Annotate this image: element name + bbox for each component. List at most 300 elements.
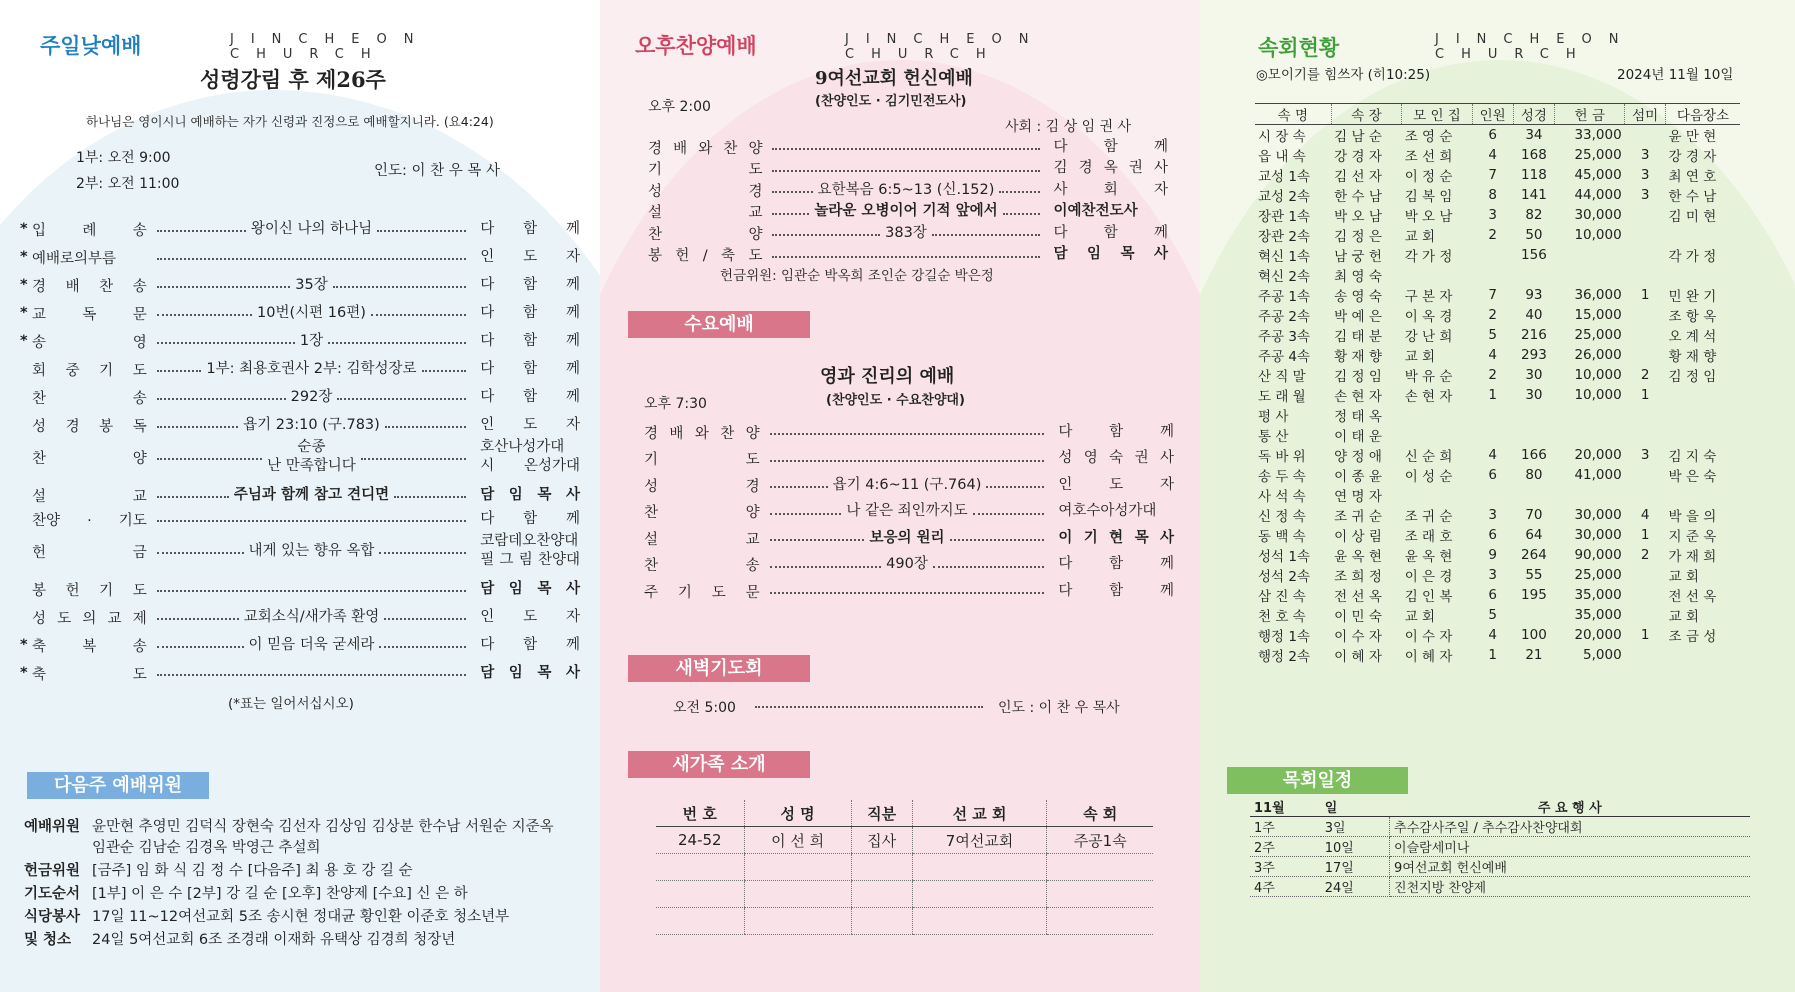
cell-row (1255, 165, 1740, 185)
cell-value (1555, 245, 1625, 265)
order-middle (157, 276, 466, 295)
order-person-line: 다 함 께 (1053, 138, 1169, 155)
order-label: 찬 송 (644, 558, 760, 574)
newfamily-column-header: 직분 (851, 800, 912, 827)
cell-value: 박 오 남 (1334, 209, 1382, 225)
order-label: 회 중 기 도 (31, 362, 147, 379)
dot-leader (770, 566, 882, 568)
cell-value: 21 (1525, 647, 1543, 663)
cell-value: 70 (1525, 507, 1543, 523)
order-person-line: 인 도 자 (480, 248, 580, 265)
cell-value: 조 래 호 (1404, 529, 1453, 545)
cell-value: 교성 2속 (1258, 189, 1311, 205)
order-label: 기 도 (648, 162, 763, 178)
cell-value: 2 (1640, 367, 1650, 383)
order-person (1044, 555, 1174, 574)
cell-value (1555, 485, 1625, 505)
cell-value: 2 (1640, 547, 1650, 563)
order-person (466, 608, 580, 627)
order-middle (770, 555, 1045, 574)
order-person-line: 다 함 께 (480, 510, 580, 527)
dot-leader (157, 674, 466, 676)
order-detail: 35장 (295, 276, 328, 293)
order-person (466, 532, 580, 570)
order-row (648, 222, 1168, 244)
dot-leader (377, 230, 466, 232)
order-person (1040, 159, 1168, 178)
cell-value: 장관 2속 (1258, 229, 1311, 245)
order-label: 찬 양 (648, 226, 763, 243)
order-middle (157, 486, 466, 505)
cell-row (1255, 205, 1740, 225)
cell-value (1472, 485, 1513, 505)
cell-row (1255, 185, 1740, 205)
dot-leader (772, 148, 1039, 150)
cell-value: 주공 3속 (1258, 329, 1311, 345)
cell-value: 55 (1525, 567, 1543, 583)
committee-label: 기도순서 (24, 886, 81, 902)
cell-value: 10,000 (1574, 227, 1622, 243)
cell-value: 50 (1525, 227, 1543, 243)
order-row (644, 554, 1174, 576)
order-middle (770, 429, 1045, 435)
cell-value: 김 남 순 (1334, 129, 1382, 145)
dot-leader (772, 213, 809, 215)
cell-value: 각 가 정 (1404, 249, 1453, 265)
order-row (20, 414, 580, 436)
order-person (1044, 502, 1174, 521)
cell-value (1625, 245, 1666, 265)
dot-leader (328, 342, 466, 344)
cell-value: 35,000 (1574, 607, 1622, 623)
cell-date: 2024년 11월 10일 (1617, 67, 1734, 83)
order-middle (772, 181, 1039, 200)
cell-value (1625, 265, 1666, 285)
order-label: 축 도 (31, 666, 147, 683)
order-label: 성 경 봉 독 (31, 418, 147, 435)
order-middle (772, 166, 1039, 172)
cell-value: 도 래 월 (1258, 389, 1306, 405)
cell-value: 36,000 (1574, 287, 1622, 303)
sunday-subtitle: 성령강림 후 제26주 (200, 67, 386, 92)
schedule-column-header: 주 요 행 사 (1390, 797, 1750, 817)
order-row (648, 158, 1168, 180)
cell-value: 전 선 옥 (1668, 589, 1717, 605)
order-person (1044, 423, 1174, 442)
cell-row (1255, 305, 1740, 325)
cell-value: 조 금 성 (1668, 629, 1717, 645)
order-person (466, 220, 580, 239)
cell-value: 30 (1525, 367, 1543, 383)
committee-label: 헌금위원 (24, 863, 81, 879)
cell-value: 성석 2속 (1258, 569, 1311, 585)
cell-value (1625, 425, 1666, 445)
dot-leader (986, 486, 1044, 488)
dot-leader (973, 513, 1045, 515)
cell-value: 1 (1640, 627, 1650, 643)
cell-value (1625, 605, 1666, 625)
newfamily-cell (1047, 881, 1153, 908)
order-person (466, 388, 580, 407)
cell-value: 이 은 경 (1404, 569, 1453, 585)
order-person (1044, 449, 1174, 468)
order-middle (157, 636, 466, 655)
order-label: 축 복 송 (31, 638, 147, 655)
order-person-line: 코람데오찬양대 (480, 533, 579, 549)
cell-value: 평 사 (1258, 409, 1289, 425)
cell-column-header: 속 명 (1255, 104, 1331, 125)
schedule-cell: 4주 (1250, 877, 1321, 897)
order-person (466, 332, 580, 351)
dot-leader (772, 256, 1039, 258)
sunday-verse: 하나님은 영이시니 예배하는 자가 신령과 진정으로 예배할지니라. (요4:24) (86, 114, 494, 129)
cell-value (1625, 205, 1666, 225)
cell-value (1513, 405, 1555, 425)
dot-leader (157, 258, 466, 260)
newfamily-header: 새가족 소개 (628, 751, 810, 778)
cell-value: 김 미 현 (1668, 209, 1717, 225)
order-person (1040, 181, 1168, 200)
cell-value: 80 (1525, 467, 1543, 483)
schedule-table (1250, 797, 1750, 897)
order-detail: 주님과 함께 참고 견디면 (233, 486, 390, 503)
dot-leader (337, 398, 466, 400)
cell-row (1255, 645, 1740, 665)
cell-value: 강 경 자 (1334, 149, 1382, 165)
cell-value: 최 영 숙 (1334, 269, 1382, 285)
cell-value: 지 준 옥 (1668, 529, 1717, 545)
newfamily-row (656, 908, 1153, 935)
cell-value: 최 연 호 (1668, 169, 1717, 185)
cell-row (1255, 545, 1740, 565)
order-label: 찬양 · 기도 (31, 512, 147, 529)
dot-leader (932, 234, 1040, 236)
cell-value (1666, 225, 1740, 245)
cell-value: 1 (1488, 387, 1497, 403)
cell-value: 조 귀 순 (1334, 509, 1382, 525)
cell-value: 4 (1640, 507, 1650, 523)
dot-leader (157, 370, 202, 372)
dot-leader (385, 426, 466, 428)
cell-value: 남 궁 헌 (1334, 249, 1382, 265)
cell-value (1402, 405, 1473, 425)
cell-value: 행정 1속 (1258, 629, 1311, 645)
dawn-time: 오전 5:00 (673, 700, 736, 716)
schedule-cell: 3주 (1250, 857, 1321, 877)
wednesday-subtitle: 영과 진리의 예배 (820, 366, 955, 387)
cell-value (1625, 645, 1666, 665)
newfamily-row (656, 827, 1153, 854)
dot-leader (333, 286, 466, 288)
cell-value: 김 정 임 (1334, 369, 1382, 385)
dot-leader (384, 618, 466, 620)
cell-row (1255, 225, 1740, 245)
cell-column-header: 헌 금 (1555, 104, 1625, 125)
cell-value: 44,000 (1574, 187, 1622, 203)
cell-value: 김 복 임 (1404, 189, 1453, 205)
order-label: 경 배 와 찬 양 (644, 425, 760, 442)
newfamily-column-header: 번 호 (656, 800, 744, 827)
cell-value: 황 재 향 (1334, 349, 1382, 365)
order-detail-line: 순종 (297, 439, 326, 455)
dot-leader (157, 646, 244, 648)
cell-row (1255, 425, 1740, 445)
newfamily-column-header: 성 명 (744, 800, 851, 827)
cell-value: 7 (1488, 167, 1497, 183)
order-middle (157, 416, 466, 435)
cell-value: 이 종 윤 (1334, 469, 1382, 485)
schedule-column-header: 11월 (1250, 797, 1321, 817)
cell-row (1255, 125, 1740, 146)
order-person (466, 360, 580, 379)
dot-leader (157, 342, 295, 344)
newfamily-cell (1047, 854, 1153, 881)
committee-text: [1부] 이 은 수 [2부] 강 길 순 [오후] 찬양제 [수요] 신 은 하 (92, 886, 468, 902)
cell-value: 각 가 정 (1668, 249, 1717, 265)
committee-row (24, 815, 554, 857)
dot-leader (379, 552, 466, 554)
committee-text: 윤만현 추영민 김덕식 장현숙 김선자 김상임 김상분 한수남 서원순 지준옥 (92, 819, 554, 835)
committee-row (24, 859, 413, 880)
cell-value: 4 (1488, 447, 1497, 463)
cell-value: 연 명 자 (1334, 489, 1382, 505)
cell-value: 성석 1속 (1258, 549, 1311, 565)
dot-leader (157, 520, 466, 522)
wednesday-time: 오후 7:30 (644, 396, 707, 412)
cell-value (1625, 225, 1666, 245)
order-person-line: 담 임 목 사 (480, 580, 580, 597)
cell-value: 조 귀 순 (1404, 509, 1453, 525)
sunday-leader: 인도: 이 찬 우 목 사 (374, 163, 500, 179)
cell-value: 26,000 (1574, 347, 1622, 363)
cell-value: 손 현 자 (1334, 389, 1382, 405)
dot-leader (157, 458, 262, 460)
cell-value (1666, 385, 1740, 405)
cell-value: 93 (1525, 287, 1543, 303)
schedule-cell: 2주 (1250, 837, 1321, 857)
cell-value: 3 (1488, 507, 1497, 523)
order-person-line: 담 임 목 사 (1053, 246, 1169, 262)
newfamily-cell: 7여선교회 (912, 827, 1047, 854)
church-name: JINCHEON CHURCH (845, 32, 1046, 62)
order-person (1044, 476, 1174, 495)
order-label: 기 도 (644, 452, 760, 468)
cell-value (1472, 245, 1513, 265)
order-person-line: 인 도 자 (480, 608, 580, 625)
afternoon-title: 오후찬양예배 (635, 34, 757, 58)
cell-value: 195 (1521, 587, 1547, 603)
cell-value: 이 수 자 (1334, 629, 1382, 645)
cell-value: 6 (1488, 467, 1497, 483)
cell-value: 읍 내 속 (1258, 149, 1306, 165)
cell-value: 장관 1속 (1258, 209, 1311, 225)
dot-leader (157, 314, 252, 316)
cell-value: 2 (1488, 307, 1497, 323)
cell-row (1255, 465, 1740, 485)
cell-value: 박 을 의 (1668, 509, 1717, 525)
cell-value: 행정 2속 (1258, 649, 1311, 665)
order-middle (772, 252, 1039, 258)
order-person (1044, 529, 1174, 548)
newfamily-cell (744, 908, 851, 935)
order-row (20, 484, 580, 506)
cell-column-header: 인원 (1472, 104, 1513, 125)
order-row (20, 578, 580, 600)
schedule-cell: 추수감사주일 / 추수감사찬양대회 (1390, 817, 1750, 837)
order-person-line: 다 함 께 (480, 304, 580, 321)
cell-value: 82 (1525, 207, 1543, 223)
cell-value (1555, 265, 1625, 285)
order-middle (770, 456, 1045, 462)
cell-value: 박 오 남 (1404, 209, 1453, 225)
cell-value: 김 정 임 (1668, 369, 1717, 385)
dot-leader (770, 486, 828, 488)
newfamily-table (656, 800, 1153, 935)
newfamily-cell: 주공1속 (1047, 827, 1153, 854)
order-row (644, 421, 1174, 443)
cell-column-header: 성경 (1513, 104, 1555, 125)
order-person (1040, 224, 1168, 243)
cell-value: 이 민 숙 (1334, 609, 1382, 625)
cell-value: 2 (1488, 227, 1497, 243)
standing-note: (*표는 일어서십시오) (228, 696, 354, 712)
order-person (466, 304, 580, 323)
cell-value: 윤 만 현 (1668, 129, 1717, 145)
dot-leader (999, 191, 1039, 193)
cell-row (1255, 145, 1740, 165)
sunday-panel (0, 0, 600, 992)
order-detail: 교회소식/새가족 환영 (243, 608, 380, 625)
newfamily-column-header: 속 회 (1047, 800, 1153, 827)
cell-row (1255, 525, 1740, 545)
cell-value: 33,000 (1574, 127, 1622, 143)
wednesday-header: 수요예배 (628, 311, 810, 338)
cell-row (1255, 325, 1740, 345)
cell-value: 민 완 기 (1668, 289, 1717, 305)
cell-row (1255, 265, 1740, 285)
order-person-line: 이 기 현 목 사 (1058, 529, 1174, 546)
dot-leader (933, 566, 1045, 568)
order-person-line: 다 함 께 (480, 388, 580, 405)
cell-value: 30,000 (1574, 207, 1622, 223)
cell-value: 시 장 속 (1258, 129, 1306, 145)
cell-value: 3 (1640, 187, 1650, 203)
order-person-line: 다 함 께 (1053, 224, 1169, 241)
order-person (1040, 245, 1168, 264)
cell-value (1513, 425, 1555, 445)
order-detail: 왕이신 나의 하나님 (250, 220, 373, 237)
cell-value (1555, 425, 1625, 445)
cell-row (1255, 245, 1740, 265)
order-row (20, 386, 580, 408)
dot-leader (157, 590, 466, 592)
cell-value: 100 (1521, 627, 1547, 643)
order-person (1040, 202, 1168, 221)
order-middle (770, 529, 1045, 548)
cell-value (1625, 125, 1666, 146)
order-middle (770, 476, 1045, 495)
order-person (466, 636, 580, 655)
cell-value: 신 순 희 (1404, 449, 1453, 465)
cell-value (1402, 485, 1473, 505)
dawn-dots (755, 706, 983, 708)
cell-value: 윤 옥 현 (1334, 549, 1382, 565)
order-row (20, 358, 580, 380)
order-person (466, 438, 580, 476)
dot-leader (770, 433, 1045, 435)
cell-value: 조 영 순 (1404, 129, 1453, 145)
cell-value: 사 석 속 (1258, 489, 1306, 505)
order-label: 경 배 찬 송 (31, 278, 147, 295)
cell-value: 주공 4속 (1258, 349, 1311, 365)
church-name: JINCHEON CHURCH (230, 32, 431, 62)
newfamily-cell (744, 854, 851, 881)
committee-row (24, 928, 455, 949)
cell-value: 교성 1속 (1258, 169, 1311, 185)
order-middle (772, 202, 1039, 221)
dot-leader (157, 496, 229, 498)
time-second: 2부: 오전 11:00 (76, 176, 180, 192)
dot-leader (772, 170, 1039, 172)
order-detail: 욥기 23:10 (구.783) (243, 416, 380, 433)
cell-value: 6 (1488, 127, 1497, 143)
cell-value (1666, 405, 1740, 425)
committee-text-2: 임관순 김남순 김경옥 박영근 추설희 (92, 840, 321, 856)
cell-value (1513, 605, 1555, 625)
cell-value: 20,000 (1574, 627, 1622, 643)
cell-value: 141 (1521, 187, 1547, 203)
newfamily-cell (912, 881, 1047, 908)
order-person-line: 이예찬전도사 (1053, 203, 1138, 219)
cell-value: 강 경 자 (1668, 149, 1717, 165)
order-middle (157, 332, 466, 351)
cell-value: 정 태 옥 (1334, 409, 1382, 425)
cell-motto: ◎모이기를 힘쓰자 (히10:25) (1256, 67, 1431, 83)
church-name: JINCHEON CHURCH (1435, 32, 1636, 62)
cell-value: 3 (1640, 147, 1650, 163)
cell-value: 9 (1488, 547, 1497, 563)
cell-value: 동 백 속 (1258, 529, 1306, 545)
cell-value (1625, 585, 1666, 605)
schedule-cell: 진천지방 찬양제 (1390, 877, 1750, 897)
cell-value: 168 (1521, 147, 1547, 163)
order-detail: 나 같은 죄인까지도 (846, 503, 968, 519)
cell-value (1402, 265, 1473, 285)
cell-value: 1 (1640, 527, 1650, 543)
newfamily-column-header: 선 교 회 (912, 800, 1047, 827)
committee-label: 예배위원 (24, 819, 81, 835)
cell-value: 3 (1640, 167, 1650, 183)
cell-value (1513, 265, 1555, 285)
cell-value: 교 회 (1404, 609, 1436, 625)
cell-value: 김 인 복 (1404, 589, 1453, 605)
cell-value: 독 바 위 (1258, 449, 1306, 465)
order-row (648, 201, 1168, 223)
dot-leader (157, 426, 238, 428)
order-person-line: 담 임 목 사 (480, 664, 580, 681)
cell-value: 3 (1488, 207, 1497, 223)
cell-panel (1200, 0, 1795, 992)
schedule-cell: 17일 (1321, 857, 1390, 877)
order-row (20, 274, 580, 296)
order-person (1040, 138, 1168, 157)
order-label: 찬 양 (31, 450, 147, 467)
newfamily-cell (1047, 908, 1153, 935)
cell-value (1625, 325, 1666, 345)
standing-mark: * (20, 665, 28, 681)
order-person-line: 김 경 옥 권 사 (1053, 160, 1169, 176)
order-row (648, 244, 1168, 266)
